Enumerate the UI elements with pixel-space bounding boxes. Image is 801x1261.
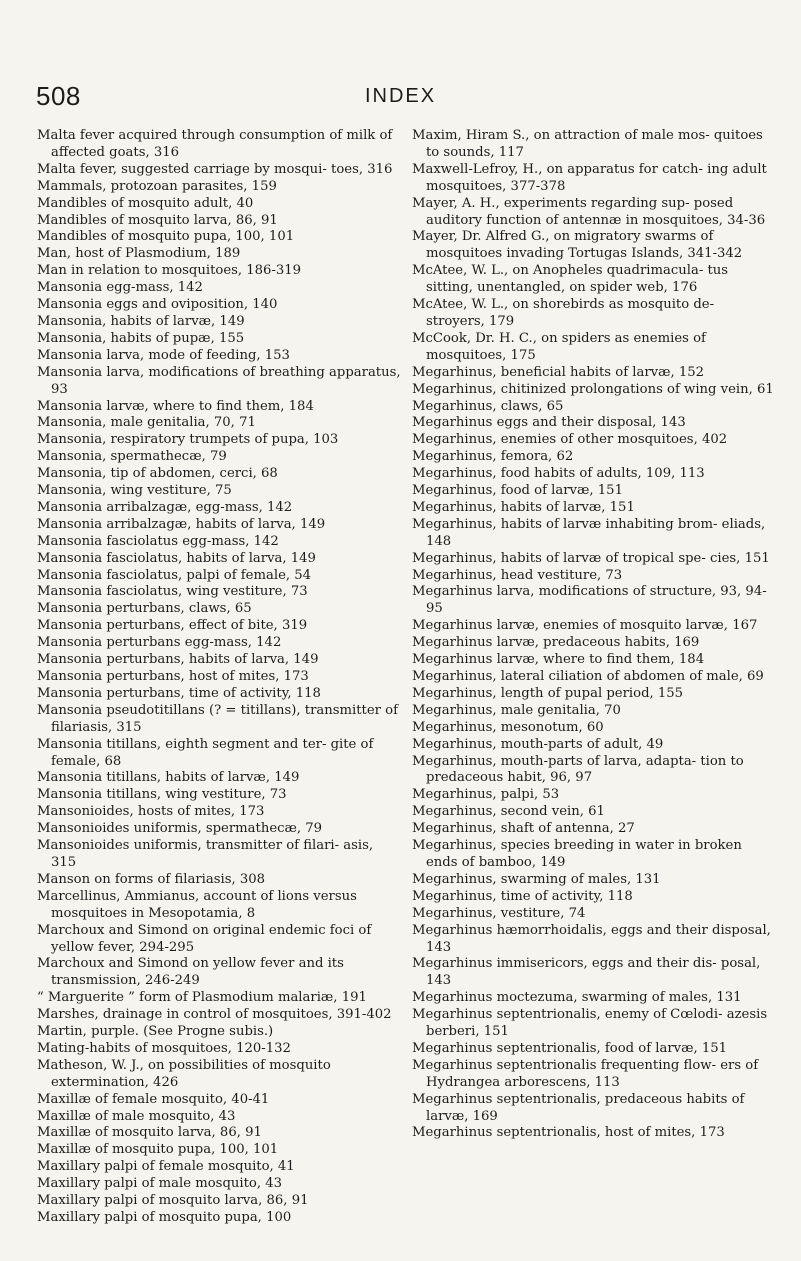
index-entry: Megarhinus, second vein, 61	[412, 804, 605, 820]
index-entry: Megarhinus, enemies of other mosquitoes, 402	[412, 432, 728, 448]
index-entry: Megarhinus larva, modifications of structure, 93, 94-95	[412, 584, 767, 617]
index-entry: Man, host of Plasmodium, 189	[37, 246, 241, 262]
index-entry: Martin, purple. (See Progne subis.)	[37, 1024, 274, 1040]
index-entry: “ Marguerite ” form of Plasmodium malariæ, 191	[37, 990, 367, 1006]
index-entry: Mayer, A. H., experiments regarding sup- posed auditory function of antennæ in mosquitoes, 34-36	[412, 195, 766, 228]
index-entry: Megarhinus, species breeding in water in broken ends of bamboo, 149	[412, 838, 742, 870]
index-entry: Mansonia, male genitalia, 70, 71	[37, 415, 256, 431]
index-entry: Maxillary palpi of male mosquito, 43	[37, 1176, 282, 1192]
index-entry: Maxillæ of mosquito larva, 86, 91	[37, 1125, 262, 1141]
index-entry: Marchoux and Simond on yellow fever and its transmission, 246-249	[37, 956, 344, 989]
index-entry: Megarhinus, vestiture, 74	[412, 905, 586, 921]
index-entry: Megarhinus, habits of larvæ, 151	[412, 499, 635, 515]
index-entry: Megarhinus larvæ, where to find them, 184	[412, 652, 705, 668]
index-entry: Mansonia, habits of larvæ, 149	[37, 313, 245, 329]
page-title: INDEX	[364, 85, 437, 107]
index-entry: Mayer, Dr. Alfred G., on migratory swarms of mosquitoes invading Tortugas Islands, 341-342	[412, 229, 743, 262]
index-entry: Maxillary palpi of mosquito pupa, 100	[37, 1210, 292, 1225]
index-entry: Mansonia perturbans, habits of larva, 149	[37, 652, 319, 668]
index-entry: Mansonia egg-mass, 142	[37, 280, 203, 296]
index-entry: Megarhinus, head vestiture, 73	[412, 567, 623, 583]
index-entry: Mansonia arribalzagæ, habits of larva, 149	[37, 516, 326, 532]
index-entry: Megarhinus, time of activity, 118	[412, 888, 633, 904]
index-entry: Marshes, drainage in control of mosquitoes, 391-402	[37, 1007, 392, 1023]
index-entry: Man in relation to mosquitoes, 186-319	[37, 263, 302, 279]
index-entry: Megarhinus, habits of larvæ of tropical spe- cies, 151	[412, 550, 770, 566]
index-entry: Megarhinus septentrionalis, food of larvæ, 151	[412, 1040, 728, 1056]
index-entry: Mansonia pseudotitillans (? = titillans), transmitter of filariasis, 315	[37, 702, 398, 735]
index-entry: Mandibles of mosquito adult, 40	[37, 195, 254, 211]
index-entry: Megarhinus, palpi, 53	[412, 787, 560, 803]
index-entry: Megarhinus septentrionalis frequenting flow- ers of Hydrangea arborescens, 113	[412, 1057, 759, 1090]
index-entry: Megarhinus, shaft of antenna, 27	[412, 821, 635, 837]
index-entry: Mansonia, wing vestiture, 75	[37, 483, 232, 499]
index-entry: Maxillæ of male mosquito, 43	[37, 1108, 236, 1124]
index-entry: Mansonia titillans, habits of larvæ, 149	[37, 770, 300, 786]
index-entry: Megarhinus, mouth-parts of larva, adapta- tion to predaceous habit, 96, 97	[412, 753, 744, 786]
index-entry: Megarhinus, food of larvæ, 151	[412, 483, 623, 499]
index-entry: Matheson, W. J., on possibilities of mosquito extermination, 426	[37, 1057, 331, 1090]
index-entry: Maxwell-Lefroy, H., on apparatus for catch- ing adult mosquitoes, 377-378	[412, 161, 767, 194]
index-entry: Mansonia perturbans, time of activity, 118	[37, 685, 321, 701]
index-entry: Megarhinus, length of pupal period, 155	[412, 685, 684, 701]
index-entry: Marchoux and Simond on original endemic foci of yellow fever, 294-295	[37, 922, 372, 955]
index-entry: Megarhinus larvæ, enemies of mosquito larvæ, 167	[412, 618, 758, 634]
index-entry: Megarhinus hæmorrhoidalis, eggs and their disposal, 143	[412, 922, 771, 955]
index-entry: Mansonia fasciolatus egg-mass, 142	[37, 533, 279, 549]
index-entry: Maxillary palpi of female mosquito, 41	[37, 1159, 295, 1175]
index-entry: Maxim, Hiram S., on attraction of male mos- quitoes to sounds, 117	[412, 128, 763, 160]
index-entry: Mansonia larva, mode of feeding, 153	[37, 347, 290, 363]
index-column-right	[412, 128, 777, 1142]
index-entry: Malta fever acquired through consumption of milk of affected goats, 316	[37, 128, 393, 160]
index-entry: Mansonia titillans, eighth segment and ter- gite of female, 68	[37, 736, 374, 769]
index-entry: Megarhinus, beneficial habits of larvæ, 152	[412, 364, 705, 380]
index-entry: Mansonia perturbans, effect of bite, 319	[37, 618, 308, 634]
index-entry: Maxillary palpi of mosquito larva, 86, 91	[37, 1193, 309, 1209]
index-entry: Mansonia, spermathecæ, 79	[37, 449, 227, 465]
index-entry: Megarhinus, chitinized prolongations of wing vein, 61	[412, 381, 774, 397]
index-entry: Megarhinus septentrionalis, enemy of Cœlodi- azesis berberi, 151	[412, 1007, 768, 1040]
index-entry: Mandibles of mosquito larva, 86, 91	[37, 212, 278, 228]
index-entry: Mansonia, respiratory trumpets of pupa, 103	[37, 432, 339, 448]
index-entry: Mansonia titillans, wing vestiture, 73	[37, 787, 287, 803]
index-entry: Mansonia eggs and oviposition, 140	[37, 297, 278, 313]
index-entry: Megarhinus, food habits of adults, 109, 113	[412, 466, 705, 482]
index-entry: McAtee, W. L., on Anopheles quadrimacula- tus sitting, unentangled, on spider web, 176	[412, 263, 729, 296]
index-entry: Megarhinus immisericors, eggs and their dis- posal, 143	[412, 956, 761, 989]
index-entry: Mansonioides, hosts of mites, 173	[37, 804, 265, 820]
index-entry: Megarhinus, male genitalia, 70	[412, 702, 621, 718]
index-entry: Mansonia, tip of abdomen, cerci, 68	[37, 466, 278, 482]
index-entry: Mansonia perturbans egg-mass, 142	[37, 635, 282, 651]
index-entry: Mansonia arribalzagæ, egg-mass, 142	[37, 499, 293, 515]
index-entry: Megarhinus moctezuma, swarming of males, 131	[412, 990, 742, 1006]
index-entry: Megarhinus eggs and their disposal, 143	[412, 415, 686, 431]
index-entry: Marcellinus, Ammianus, account of lions versus mosquitoes in Mesopotamia, 8	[37, 888, 357, 921]
index-entry: Malta fever, suggested carriage by mosqui- toes, 316	[37, 161, 393, 177]
index-entry: Maxillæ of female mosquito, 40-41	[37, 1091, 270, 1107]
index-entry: Mansonia perturbans, claws, 65	[37, 601, 252, 617]
index-entry: Mansonia larva, modifications of breathing apparatus, 93	[37, 364, 401, 397]
index-entry: Megarhinus larvæ, predaceous habits, 169	[412, 635, 700, 651]
index-entry: Mansonioides uniformis, spermathecæ, 79	[37, 821, 323, 837]
index-entry: Mansonia fasciolatus, palpi of female, 54	[37, 567, 312, 583]
index-column-left	[37, 128, 402, 1227]
index-entry: Megarhinus, claws, 65	[412, 398, 564, 414]
index-entry: Maxillæ of mosquito pupa, 100, 101	[37, 1142, 279, 1158]
index-entry: Mansonia fasciolatus, habits of larva, 149	[37, 550, 316, 566]
index-entry: Mansonia perturbans, host of mites, 173	[37, 669, 309, 684]
index-entry: Megarhinus, femora, 62	[412, 449, 574, 465]
index-entry: Megarhinus, swarming of males, 131	[412, 871, 661, 887]
index-entry: Mansonia fasciolatus, wing vestiture, 73	[37, 584, 308, 600]
index-entry: Mandibles of mosquito pupa, 100, 101	[37, 229, 295, 245]
index-entry: Mansonia larvæ, where to find them, 184	[37, 398, 314, 414]
index-entry: Megarhinus, mesonotum, 60	[412, 719, 604, 735]
index-entry: Megarhinus, habits of larvæ inhabiting brom- eliads, 148	[412, 516, 766, 549]
index-entry: McCook, Dr. H. C., on spiders as enemies of mosquitoes, 175	[412, 330, 706, 363]
index-entry: Megarhinus, mouth-parts of adult, 49	[412, 736, 664, 752]
index-entry: Mating-habits of mosquitoes, 120-132	[37, 1040, 291, 1056]
index-entry: Mansonia, habits of pupæ, 155	[37, 330, 245, 346]
index-entry: Megarhinus septentrionalis, host of mites, 173	[412, 1125, 725, 1141]
index-entry: Megarhinus, lateral ciliation of abdomen of male, 69	[412, 669, 764, 684]
index-entry: Mammals, protozoan parasites, 159	[37, 178, 277, 194]
index-entry: Manson on forms of filariasis, 308	[37, 871, 266, 887]
index-entry: Megarhinus septentrionalis, predaceous habits of larvæ, 169	[412, 1091, 745, 1124]
index-entry: McAtee, W. L., on shorebirds as mosquito de- stroyers, 179	[412, 297, 715, 329]
index-entry: Mansonioides uniformis, transmitter of filari- asis, 315	[37, 838, 374, 870]
page-number: 508	[36, 81, 81, 111]
